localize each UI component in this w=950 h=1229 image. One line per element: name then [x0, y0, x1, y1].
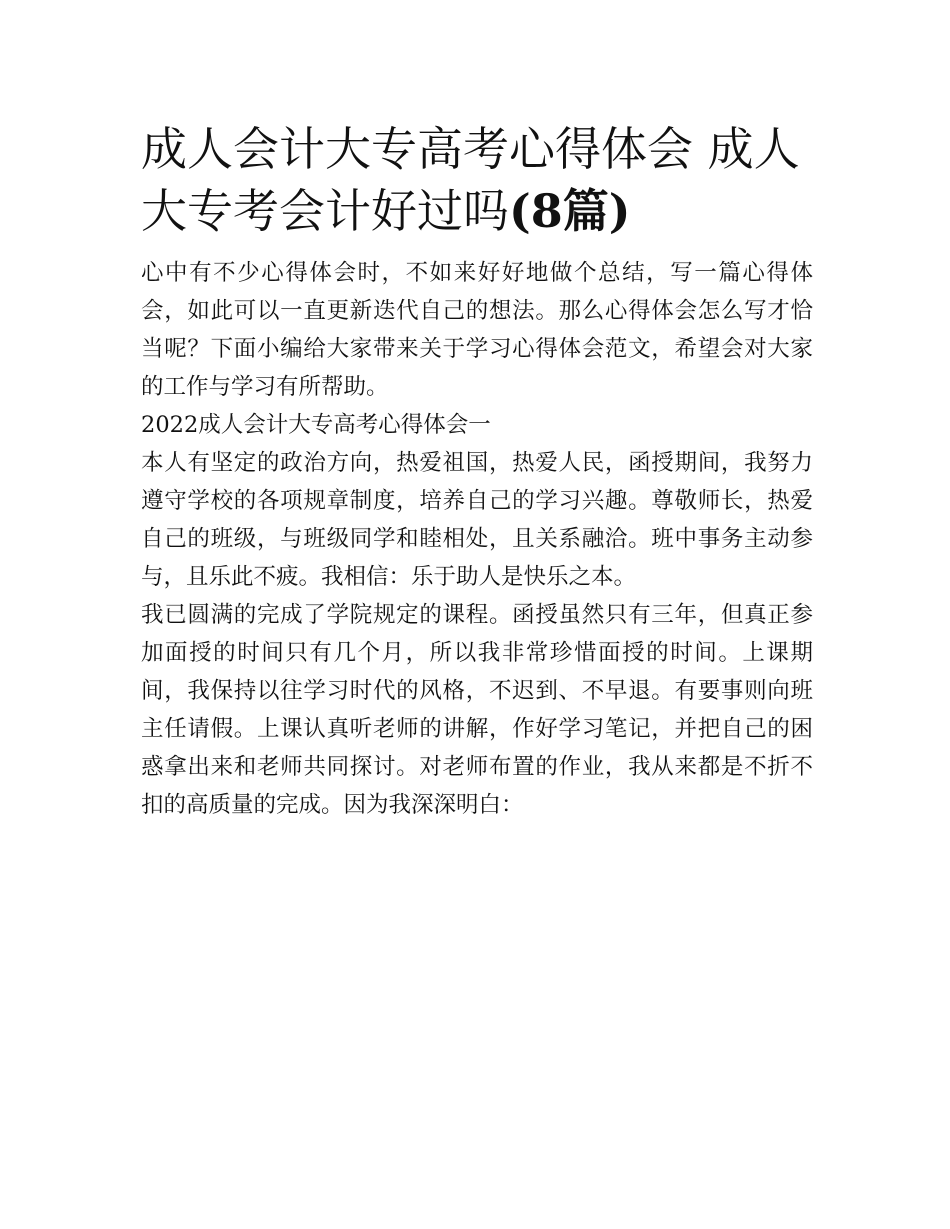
- body-paragraph-2: 我已圆满的完成了学院规定的课程。函授虽然只有三年，但真正参加面授的时间只有几个月，所以我非常珍惜面授的时间。上课期间，我保持以往学习时代的风格，不迟到、不早退。有要事则向班主任请假。上课认真听老师的讲解，作好学习笔记，并把自己的困惑拿出来和老师共同探讨。对老师布置的作业，我从来都是不折不扣的高质量的完成。因为我深深明白：: [141, 602, 813, 818]
- document-page: [141, 118, 813, 824]
- document-title: [141, 118, 813, 242]
- body-paragraph-1: 本人有坚定的政治方向，热爱祖国，热爱人民，函授期间，我努力遵守学校的各项规章制度，培养自己的学习兴趣。尊敬师长，热爱自己的班级，与班级同学和睦相处，且关系融洽。班中事务主动参与，且乐此不疲。我相信：乐于助人是快乐之本。: [141, 450, 813, 590]
- title-main-text: 成人会计大专高考心得体会 成人大专考会计好过吗: [141, 122, 800, 238]
- intro-paragraph: 心中有不少心得体会时，不如来好好地做个总结，写一篇心得体会，如此可以一直更新迭代自己的想法。那么心得体会怎么写才恰当呢？下面小编给大家带来关于学习心得体会范文，希望会对大家的工作与学习有所帮助。: [141, 260, 813, 400]
- title-count-text: (8篇): [509, 184, 631, 238]
- section-heading: 2022成人会计大专高考心得体会一: [141, 412, 491, 438]
